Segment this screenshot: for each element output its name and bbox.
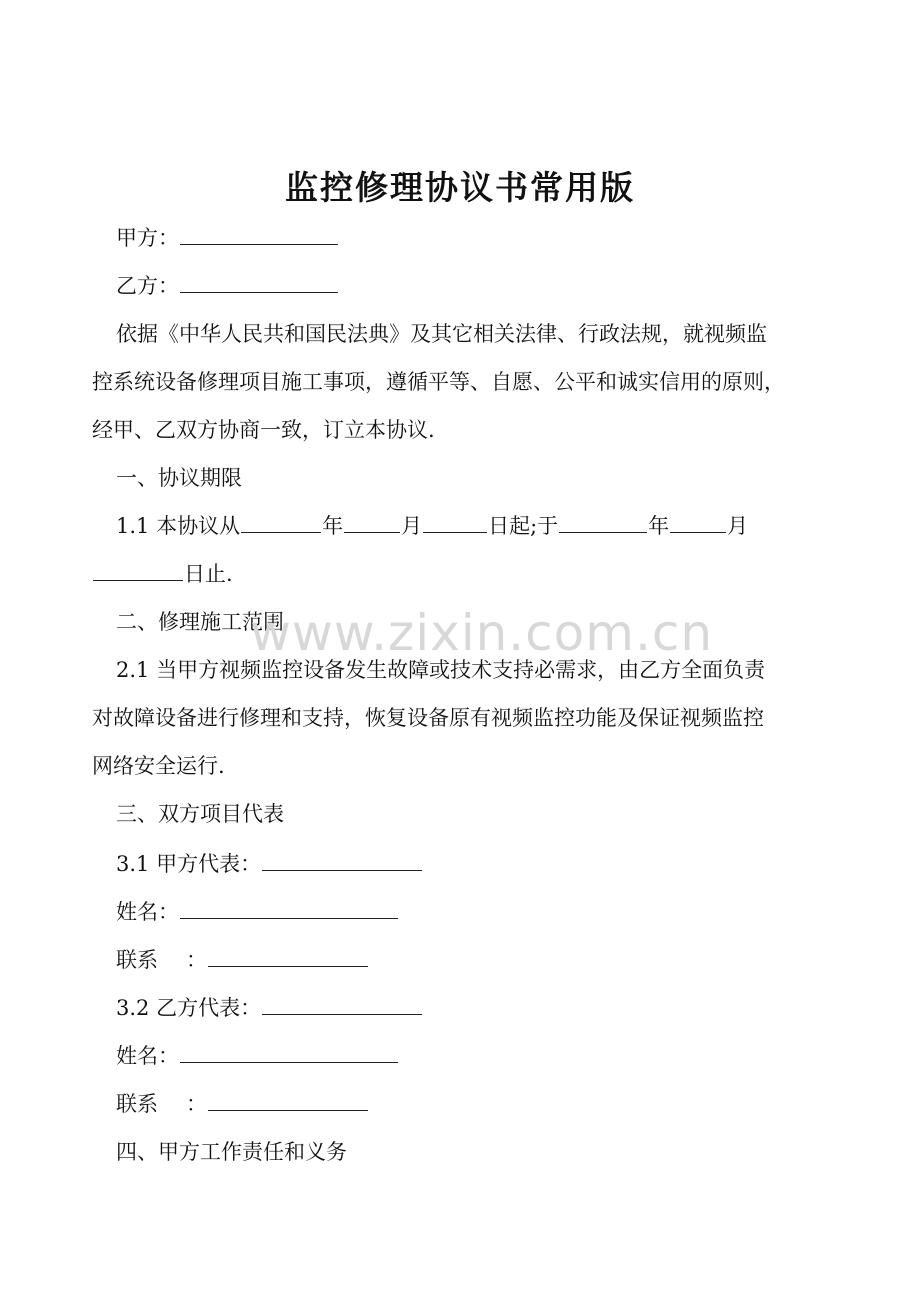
month-label-2: 月 — [727, 514, 749, 538]
intro-line-3: 经甲、乙双方协商一致，订立本协议. — [92, 418, 435, 442]
section-2-heading: 二、修理施工范围 — [116, 610, 284, 634]
party-a-blank[interactable] — [180, 224, 338, 245]
clause-2-1-line-3: 网络安全运行. — [92, 754, 225, 778]
clause-1-1-line — [92, 512, 856, 540]
name-b-label: 姓名： — [116, 1044, 179, 1068]
end-year-blank[interactable] — [559, 512, 647, 533]
contact-b-blank[interactable] — [208, 1090, 368, 1111]
section-4-heading: 四、甲方工作责任和义务 — [116, 1140, 347, 1164]
day-end-label: 日止. — [184, 562, 233, 586]
end-month-blank[interactable] — [670, 512, 726, 533]
name-b-line — [92, 1042, 856, 1070]
party-a-line — [92, 224, 856, 252]
month-label: 月 — [401, 514, 423, 538]
clause-3-1-line — [92, 850, 856, 878]
party-b-blank[interactable] — [180, 272, 338, 293]
clause-2-1-line-2: 对故障设备进行修理和支持，恢复设备原有视频监控功能及保证视频监控 — [92, 706, 764, 730]
year-label-2: 年 — [648, 514, 670, 538]
party-b-line — [92, 272, 856, 300]
party-b-rep-blank[interactable] — [262, 994, 422, 1015]
clause-1-1-prefix: 1.1 本协议从 — [116, 514, 241, 538]
contact-a-blank[interactable] — [208, 946, 368, 967]
party-a-rep-blank[interactable] — [262, 850, 422, 871]
clause-3-2-line — [92, 994, 856, 1022]
intro-line-1: 依据《中华人民共和国民法典》及其它相关法律、行政法规，就视频监 — [116, 322, 767, 346]
year-label: 年 — [322, 514, 344, 538]
clause-3-2-label: 3.2 乙方代表： — [116, 996, 262, 1020]
clause-2-1-line-1: 2.1 当甲方视频监控设备发生故障或技术支持必需求，由乙方全面负责 — [116, 658, 766, 682]
document-title: 监控修理协议书常用版 — [285, 168, 635, 207]
intro-line-2: 控系统设备修理项目施工事项，遵循平等、自愿、公平和诚实信用的原则， — [92, 370, 785, 394]
contact-a-label: 联系 — [116, 948, 158, 972]
party-a-label: 甲方： — [116, 226, 179, 250]
clause-3-1-label: 3.1 甲方代表： — [116, 852, 262, 876]
end-day-blank[interactable] — [93, 560, 183, 581]
start-day-blank[interactable] — [423, 512, 487, 533]
name-a-blank[interactable] — [180, 898, 398, 919]
day-from-label: 日起;于 — [488, 514, 559, 538]
name-b-blank[interactable] — [180, 1042, 398, 1063]
contact-a-colon: ： — [186, 948, 207, 972]
contact-b-line — [92, 1090, 856, 1118]
party-b-label: 乙方： — [116, 274, 179, 298]
section-3-heading: 三、双方项目代表 — [116, 802, 284, 826]
name-a-line — [92, 898, 856, 926]
contact-b-label: 联系 — [116, 1092, 158, 1116]
contact-a-line — [92, 946, 856, 974]
watermark: www.zixin.com.cn — [250, 604, 714, 662]
start-month-blank[interactable] — [344, 512, 400, 533]
clause-1-1-end-line — [92, 560, 832, 588]
contact-b-colon: ： — [186, 1092, 207, 1116]
start-year-blank[interactable] — [241, 512, 321, 533]
section-1-heading: 一、协议期限 — [116, 466, 242, 490]
name-a-label: 姓名： — [116, 900, 179, 924]
